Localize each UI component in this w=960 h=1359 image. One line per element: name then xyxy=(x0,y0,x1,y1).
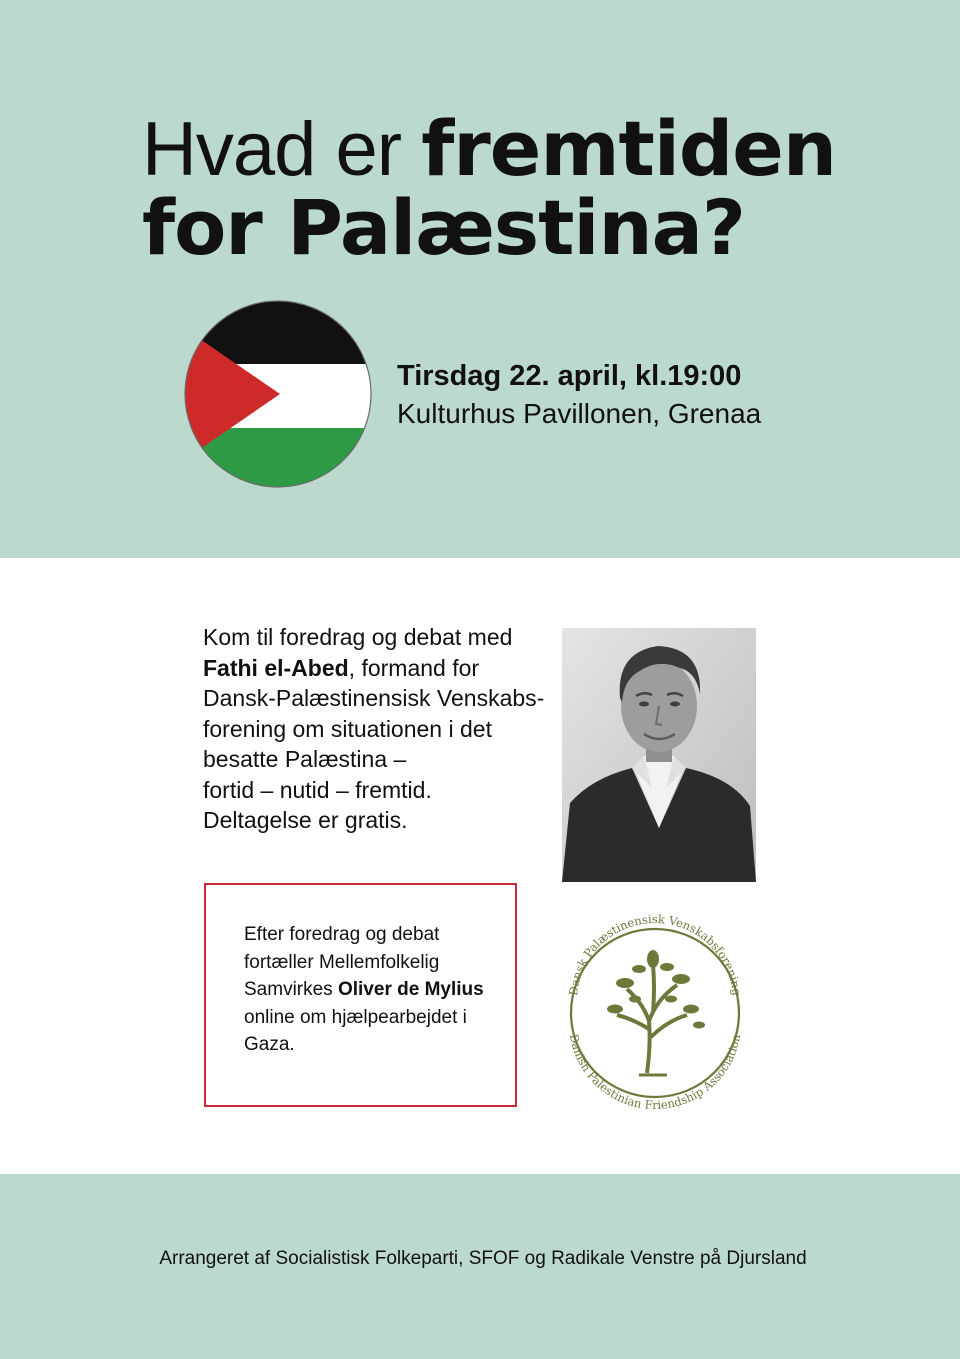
intro-line: fortid – nutid – fremtid. xyxy=(203,776,432,803)
info-line: Gaza. xyxy=(244,1034,295,1055)
speaker-photo xyxy=(562,628,756,882)
intro-line: besatte Palæstina – xyxy=(203,746,407,772)
title-light-part: Hvad er xyxy=(142,107,422,192)
organizers-text: Arrangeret af Socialistisk Folkeparti, SFOF og Radikale Venstre på Djursland xyxy=(159,1248,807,1269)
info-line: Efter foredrag og debat xyxy=(244,924,440,945)
intro-line: , formand for xyxy=(348,654,480,681)
intro-line: forening om situationen i det xyxy=(203,715,492,742)
logo-bottom-text: Danish Palestinian Friendship Association xyxy=(566,1032,744,1113)
event-place: Kulturhus Pavillonen, Grenaa xyxy=(397,398,762,429)
event-info xyxy=(397,357,761,433)
olive-tree-icon xyxy=(607,950,705,1075)
title-bold-part-1: fremtiden xyxy=(421,104,836,193)
event-date: Tirsdag 22. april, kl.19:00 xyxy=(397,360,742,392)
intro-line: Deltagelse er gratis. xyxy=(203,807,408,833)
title-bold-part-2: for Palæstina? xyxy=(142,183,745,272)
intro-text xyxy=(203,622,553,836)
intro-line: Kom til foredrag og debat med xyxy=(203,624,513,650)
speaker-name: Fathi el-Abed xyxy=(203,654,349,681)
info-box xyxy=(204,883,517,1107)
info-line: fortæller Mellemfolkelig xyxy=(244,951,440,973)
info-box-text xyxy=(244,921,514,1059)
friendship-association-logo xyxy=(555,903,755,1113)
logo-top-text: Dansk Palæstinensisk Venskabsforening xyxy=(566,911,744,997)
info-line: online om hjælpearbejdet i xyxy=(244,1006,467,1028)
second-speaker-name: Oliver de Mylius xyxy=(337,979,484,1000)
poster-title xyxy=(142,104,836,272)
palestine-flag-icon xyxy=(184,300,372,488)
header-band xyxy=(0,0,960,558)
intro-line: Dansk-Palæstinensisk Venskabs- xyxy=(203,685,545,711)
info-line: Samvirkes xyxy=(244,979,338,1000)
